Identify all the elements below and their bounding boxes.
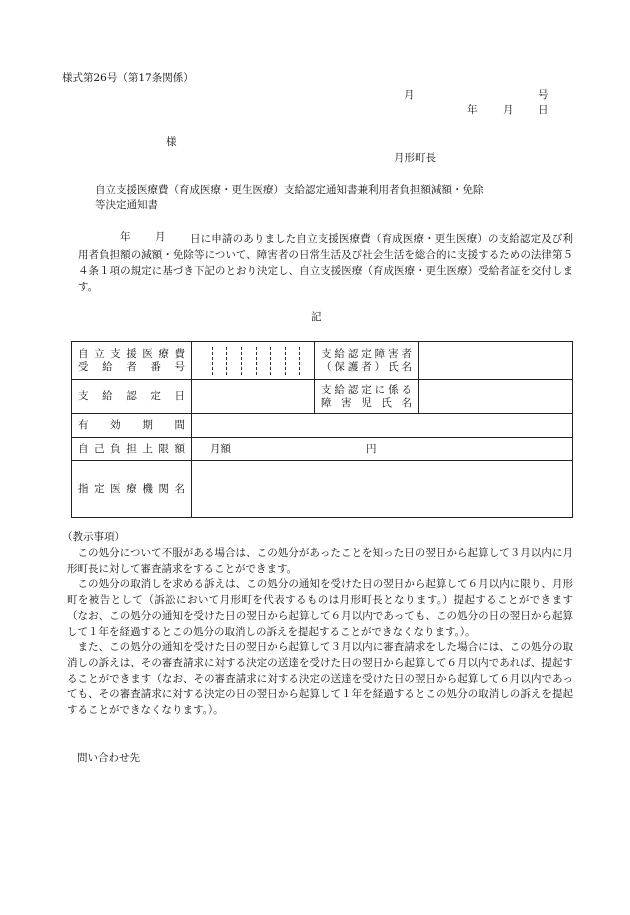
yen-label: 円	[366, 443, 377, 455]
row-certification-date	[72, 380, 573, 414]
issuer: 月形町長	[394, 152, 436, 164]
certified-person-value	[419, 342, 573, 380]
child-name-value	[419, 380, 573, 414]
monthly-label: 月額	[210, 443, 231, 455]
form-number: 様式第26号（第17条関係）	[62, 72, 194, 84]
ki-label: 記	[311, 311, 322, 323]
doc-number-suffix: 号	[538, 89, 549, 101]
certification-table	[71, 341, 573, 518]
addressee-suffix: 様	[166, 136, 177, 148]
notice-paragraph-3: また、この処分の通知を受けた日の翌日から起算して３月以内に審査請求をした場合には、この処分の取消しの訴えは、その審査請求に対する決定の送達を受けた日の翌日から起算して６月以内であれば、提起することができます（なお、その審査請求に対する決定の送達を受けた日の翌日から起算して６月以内であっても、その審査請求に対する決定の日の翌日から起算して１年を経過するとこの処分の取消しの訴えを提起することができなくなります。）。	[67, 641, 573, 717]
date-month: 月	[503, 104, 514, 116]
intro-month: 月	[155, 231, 166, 243]
recipient-number-label: 自立支援医療費 受給者番号	[72, 342, 192, 380]
notice-paragraph-2: この処分の取消しを求める訴えは、この処分の通知を受けた日の翌日から起算して６月以内に限り、月形町を被告として（訴訟において月形町を代表するものは月形町長となります。）提起することができます（なお、この処分の通知を受けた日の翌日から起算して６月以内であっても、この処分の日の翌日から起算して１年を経過するとこの処分の取消しの訴えを提起することができなくなります。）。	[67, 578, 573, 638]
certified-person-label: 支給認定障害者 （保護者）氏名	[315, 342, 419, 380]
date-day: 日	[538, 104, 549, 116]
notice-heading: （教示事項）	[62, 531, 125, 543]
valid-period-label: 有効期間	[72, 414, 192, 438]
notice-paragraph-1: この処分について不服がある場合は、この処分があったことを知った日の翌日から起算して３月以内に月形町長に対して審査請求をすることができます。	[67, 547, 573, 575]
contact-label: 問い合わせ先	[77, 752, 140, 764]
title-line-1: 自立支援医療費（育成医療・更生医療）支給認定通知書兼利用者負担額減額・免除	[95, 184, 484, 196]
valid-period-value	[192, 414, 573, 438]
intro-year: 年	[120, 231, 131, 243]
notice-body	[67, 546, 573, 719]
copay-limit-value	[192, 438, 573, 461]
certification-date-value	[192, 380, 315, 414]
title-line-2: 等決定通知書	[95, 199, 158, 211]
child-name-label: 支給認定に係る 障害児氏名	[315, 380, 419, 414]
doc-number-month: 月	[404, 89, 415, 101]
certification-date-label: 支給認定日	[72, 380, 192, 414]
row-copay-limit	[72, 438, 573, 461]
medical-institution-value	[192, 461, 573, 518]
row-valid-period	[72, 414, 573, 438]
intro-text: 日に申請のありました自立支援医療費（育成医療・更生医療）の支給認定及び利用者負担額の減額・免除等について、障害者の日常生活及び社会生活を総合的に支援するための法律第５４条１項の規定に基づき下記のとおり決定し、自立支援医療（育成医療・更生医療）受給者証を交付します。	[78, 233, 573, 293]
row-medical-institution	[72, 461, 573, 518]
medical-institution-label: 指定医療機関名	[72, 461, 192, 518]
copay-limit-label: 自己負担上限額	[72, 438, 192, 461]
row-recipient-number	[72, 342, 573, 380]
recipient-number-cells	[192, 342, 315, 380]
document-title	[95, 183, 555, 213]
date-year: 年	[467, 104, 478, 116]
